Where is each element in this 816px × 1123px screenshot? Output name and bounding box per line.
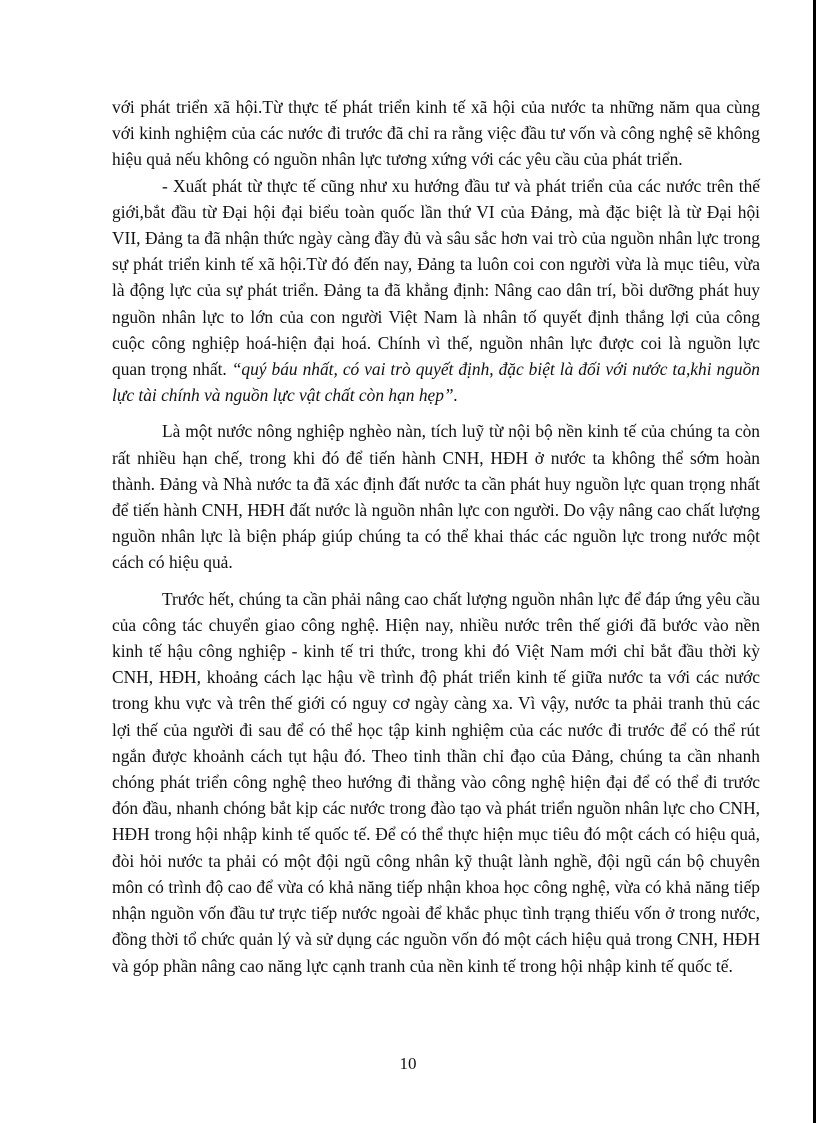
paragraph-continuation: với phát triển xã hội.Từ thực tế phát triển kinh tế xã hội của nước ta những năm qua cùng với kinh nghiệm của các nước đi trước đã chỉ ra rằng việc đầu tư vốn và công nghệ sẽ không hiệu quả nếu không có nguồn nhân lực tương xứng với các yêu cầu của phát triển.	[112, 97, 760, 170]
paragraph-party-perspective	[112, 173, 760, 409]
paragraph-agricultural-country: Là một nước nông nghiệp nghèo nàn, tích luỹ từ nội bộ nền kinh tế của chúng ta còn rất nhiều hạn chế, trong khi đó để tiến hành CNH, HĐH ở nước ta không thể sớm hoàn thành. Đảng và Nhà nước ta đã xác định đất nước ta cần phát huy nguồn lực quan trọng nhất để tiến hành CNH, HĐH đất nước là nguồn nhân lực con người. Do vậy nâng cao chất lượng nguồn nhân lực là biện pháp giúp chúng ta có thể khai thác các nguồn lực trong nước một cách có hiệu quả.	[112, 421, 760, 573]
paragraph-text: - Xuất phát từ thực tế cũng như xu hướng đầu tư và phát triển của các nước trên thế giới,bắt đầu từ Đại hội đại biểu toàn quốc lần thứ VI của Đảng, mà đặc biệt là từ Đại hội VII, Đảng ta đã nhận thức ngày càng đầy đủ và sâu sắc hơn vai trò của nguồn nhân lực trong sự phát triển kinh tế xã hội.Từ đó đến nay, Đảng ta luôn coi con người vừa là mục tiêu, vừa là động lực của sự phát triển. Đảng ta đã khẳng định: Nâng cao dân trí, bồi dưỡng phát huy nguồn nhân lực to lớn của con người Việt Nam là nhân tố quyết định thắng lợi của công cuộc công nghiệp hoá-hiện đại hoá. Chính vì thế, nguồn nhân lực được coi là nguồn lực quan trọng nhất.	[112, 175, 760, 380]
paragraph-technology-transfer: Trước hết, chúng ta cần phải nâng cao chất lượng nguồn nhân lực để đáp ứng yêu cầu của công tác chuyển giao công nghệ. Hiện nay, nhiều nước trên thế giới đã bước vào nền kinh tế hậu công nghiệp - kinh tế tri thức, trong khi đó Việt Nam mới chỉ bắt đầu thời kỳ CNH, HĐH, khoảng cách lạc hậu về trình độ phát triển kinh tế giữa nước ta với các nước trong khu vực và trên thế giới có nguy cơ ngày càng xa. Vì vậy, nước ta phải tranh thủ các lợi thế của người đi sau để có thể học tập kinh nghiệm của các nước đi trước để có thể rút ngắn được khoảnh cách tụt hậu đó. Theo tinh thần chỉ đạo của Đảng, chúng ta cần nhanh chóng phát triển công nghệ theo hướng đi thẳng vào công nghệ hiện đại để có thể đi trước đón đầu, nhanh chóng bắt kịp các nước trong đào tạo và phát triển nguồn nhân lực cho CNH, HĐH trong hội nhập kinh tế quốc tế. Để có thể thực hiện mục tiêu đó một cách có hiệu quả, đòi hỏi nước ta phải có một đội ngũ công nhân kỹ thuật lành nghề, đội ngũ cán bộ chuyên môn có trình độ cao để vừa có khả năng tiếp nhận khoa học công nghệ, vừa có khả năng tiếp nhận nguồn vốn đầu tư trực tiếp nước ngoài để khắc phục tình trạng thiếu vốn ở trong nước, đồng thời tổ chức quản lý và sử dụng các nguồn vốn đó một cách hiệu quả trong CNH, HĐH và góp phần nâng cao năng lực cạnh tranh của nền kinh tế trong hội nhập kinh tế quốc tế.	[112, 588, 760, 976]
page-number: 10	[399, 1054, 417, 1073]
document-body	[112, 94, 760, 979]
quotation: “quý báu nhất, có vai trò quyết định, đặc biệt là đối với nước ta,khi nguồn lực tài chính và nguồn lực vật chất còn hạn hẹp”.	[112, 359, 760, 406]
